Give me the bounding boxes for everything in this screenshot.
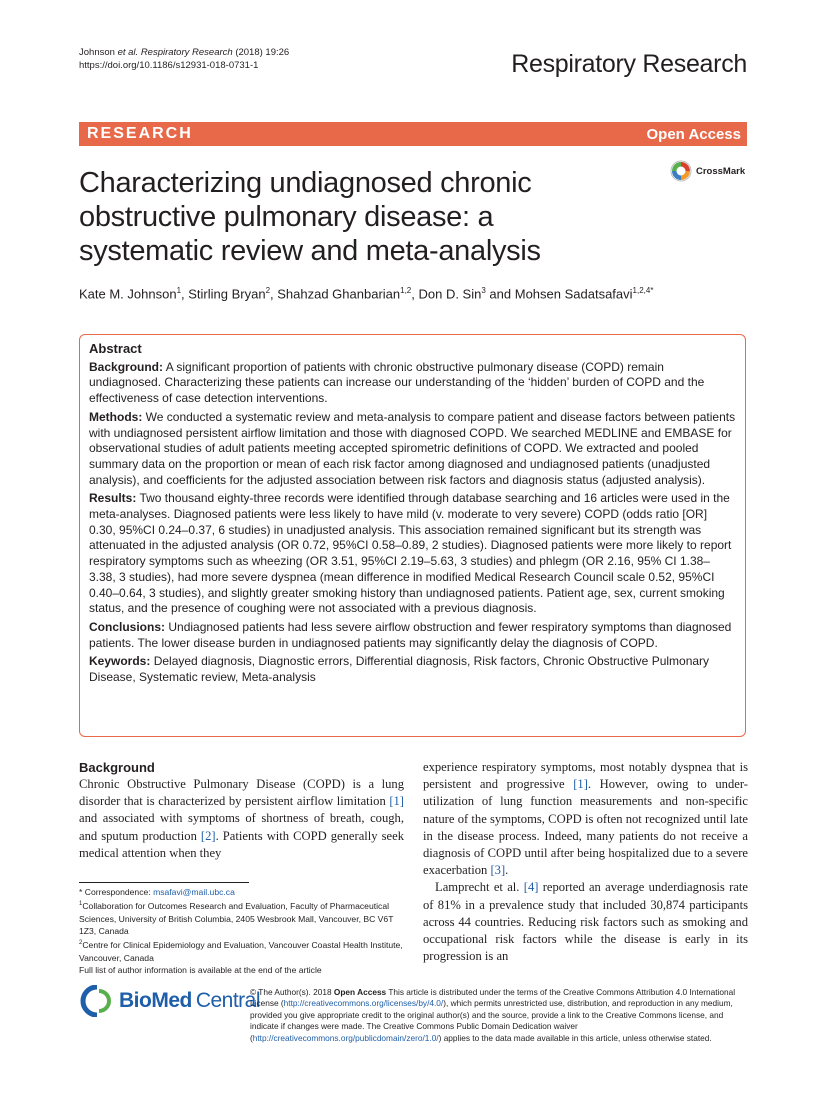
article-title <box>79 166 639 268</box>
author-name[interactable]: Stirling Bryan <box>188 286 266 302</box>
cite-author: Johnson <box>79 47 115 58</box>
correspondence <box>79 886 409 898</box>
footnote-divider <box>79 882 249 883</box>
body-column-left <box>79 759 404 862</box>
abstract-methods <box>89 410 736 489</box>
affiliation-number: 1 <box>79 901 83 908</box>
section-label: Conclusions: <box>89 619 166 634</box>
article-type-banner <box>79 122 747 146</box>
reference-link[interactable]: [1] <box>573 777 588 792</box>
license-copyright: © The Author(s). 2018 <box>250 987 334 997</box>
author-affiliation: 3 <box>481 286 486 295</box>
citation-header <box>79 46 289 72</box>
title-line: Characterizing undiagnosed chronic <box>79 167 532 199</box>
section-heading-background: Background <box>79 760 155 775</box>
affiliation-text: Centre for Clinical Epidemiology and Evaluation, Vancouver Coastal Health Institute, Vancouver, Canada <box>79 940 403 963</box>
waiver-url[interactable]: http://creativecommons.org/publicdomain/zero/1.0/ <box>252 1032 439 1043</box>
author-info-note: Full list of author information is available at the end of the article <box>79 965 322 976</box>
author-affiliation: 2 <box>265 286 271 295</box>
author-affiliation: 1,2 <box>400 286 412 295</box>
abstract-heading: Abstract <box>89 341 142 356</box>
author-affiliation: 1,2,4* <box>632 286 654 295</box>
author-name[interactable]: Kate M. Johnson <box>79 286 177 302</box>
cite-etal: et al. <box>117 47 139 58</box>
reference-link[interactable]: [3] <box>490 863 506 878</box>
crossmark-button[interactable] <box>670 160 745 182</box>
body-text: Lamprecht et al. <box>435 880 524 895</box>
abstract-keywords <box>89 654 736 685</box>
publisher-name-light: Central <box>195 989 261 1012</box>
affiliation-number: 2 <box>79 940 83 947</box>
author-name[interactable]: Shahzad Ghanbarian <box>277 286 401 302</box>
section-label: Results: <box>89 491 137 506</box>
journal-name: Respiratory Research <box>511 50 747 78</box>
abstract-results <box>89 491 736 617</box>
cite-journal: Respiratory Research <box>140 47 233 58</box>
section-text: Two thousand eighty-three records were identified through database searching and 16 articles were used in the meta-analyses. Diagnosed patients were less likely to have mild (v. moderate to very severe) COPD (odds ratio [OR] 0.30, 95%CI 0.24–0.37, 6 studies) in unadjusted analysis. This association remained significant but its strength was attenuated in the adjusted analysis (OR 0.72, 95%CI 0.58–0.89, 2 studies). Diagnosed patients were more likely to report respiratory symptoms such as wheezing (OR 3.51, 95%CI 2.19–5.63, 3 studies) and phlegm (OR 2.16, 95% CI 1.38–3.38, 3 studies), had more severe dyspnea (mean difference in modified Medical Research Council scale 0.52, 95%CI 0.40–0.64, 3 studies), and slightly greater smoking history than undiagnosed patients. Patient age, sex, current smoking status, and the presence of coughing were not associated with a previous diagnosis. <box>89 491 732 616</box>
license-body: ), which permits unrestricted use, distribution, and reproduction in any medium, provided you give appropriate credit to the original author(s) and the source, provide a link to the Creative Commons license, and indicate if changes were made. The Creative Commons Public Domain Dedication waiver ( <box>250 998 733 1043</box>
license-text <box>250 987 747 1044</box>
citation-line <box>79 46 289 59</box>
crossmark-icon <box>670 160 692 182</box>
body-text: and associated with symptoms of shortness of breath, cough, and sputum production <box>79 811 404 843</box>
body-paragraph <box>79 776 404 862</box>
biomed-central-logo-icon <box>79 985 115 1017</box>
body-text: . <box>505 863 509 878</box>
section-text: We conducted a systematic review and meta-analysis to compare patient and disease factors between patients with undiagnosed persistent airflow limitation and those with diagnosed COPD. We searched MEDLINE and EMBASE for observational studies of adult patients meeting accepted spirometric definitions of COPD. We extracted and pooled summary data on the proportion or mean of each risk factor among diagnosed and undiagnosed patients (unadjusted analysis), and coefficients for the adjusted association between risk factors and diagnosis status (adjusted analysis). <box>89 409 736 487</box>
article-type-label: RESEARCH <box>87 125 193 142</box>
body-text: . Patients with COPD generally seek medical attention when they <box>79 828 404 860</box>
publisher-name-bold: BioMed <box>119 989 192 1012</box>
publisher-logo[interactable] <box>79 985 260 1017</box>
doi-link[interactable]: https://doi.org/10.1186/s12931-018-0731-1 <box>79 60 259 71</box>
section-text: Delayed diagnosis, Diagnostic errors, Differential diagnosis, Risk factors, Chronic Obstructive Pulmonary Disease, Systematic review, Meta-analysis <box>89 654 710 685</box>
footnotes <box>79 886 409 977</box>
reference-link[interactable]: [4] <box>523 880 539 895</box>
body-text: Chronic Obstructive Pulmonary Disease (COPD) is a lung disorder that is characterized by persistent airflow limitation <box>79 777 404 809</box>
author-list: Kate M. Johnson$^1$, Stirling Bryan$^2$, Shahzad Ghanbarian$^{1,2}$, Don D. Sin$^3$ and Mohsen Sadatsafavi$^{1,2,4*}$ <box>79 286 654 302</box>
license-body: This article is distributed under the terms of the Creative Commons Attribution 4.0 International License ( <box>250 987 736 1009</box>
cite-volume: (2018) 19:26 <box>235 47 290 58</box>
body-paragraph <box>423 879 748 965</box>
body-text: reported an average underdiagnosis rate of 81% in a prevalence study that included 30,874 participants across 44 countries. Reducing risk factors such as smoking and occupational risk factors while the disease is early in its progression is an <box>423 880 748 964</box>
affiliation-text: Collaboration for Outcomes Research and Evaluation, Faculty of Pharmaceutical Sciences, University of British Columbia, 2405 Wesbrook Mall, Vancouver, BC V6T 1Z3, Canada <box>79 901 394 937</box>
section-label: Methods: <box>89 409 143 424</box>
title-line: systematic review and meta-analysis <box>79 235 541 267</box>
section-text: A significant proportion of patients with chronic obstructive pulmonary disease (COPD) remain undiagnosed. Characterizing these patients can increase our understanding of the ‘hidden’ burden of COPD and the effectiveness of case detection interventions. <box>89 359 705 406</box>
license-url[interactable]: http://creativecommons.org/licenses/by/4.0/ <box>283 998 444 1009</box>
author-name[interactable]: Don D. Sin <box>418 286 482 302</box>
affiliation-2 <box>79 937 409 964</box>
reference-link[interactable]: [1] <box>389 794 404 809</box>
correspondence-label: * Correspondence: <box>79 887 151 897</box>
section-label: Keywords: <box>89 654 151 669</box>
email-link[interactable]: msafavi@mail.ubc.ca <box>153 887 235 897</box>
abstract-background <box>89 360 736 407</box>
affiliation-1 <box>79 898 409 937</box>
title-line: obstructive pulmonary disease: a <box>79 201 494 233</box>
body-text: experience respiratory symptoms, most notably dyspnea that is persistent and progressive <box>423 760 748 792</box>
crossmark-label: CrossMark <box>696 165 746 177</box>
section-label: Background: <box>89 359 164 374</box>
abstract-box <box>79 334 746 737</box>
reference-link[interactable]: [2] <box>200 828 216 843</box>
license-open-access: Open Access <box>333 987 387 997</box>
body-column-right <box>423 759 748 965</box>
license-body: ) applies to the data made available in this article, unless otherwise stated. <box>438 1032 712 1043</box>
body-paragraph <box>423 759 748 879</box>
abstract-conclusions <box>89 620 736 651</box>
open-access-label: Open Access <box>646 126 741 143</box>
section-text: Undiagnosed patients had less severe airflow obstruction and fewer respiratory symptoms than diagnosed patients. The lower disease burden in undiagnosed patients may significantly delay the diagnosis of COPD. <box>89 619 732 650</box>
author-name[interactable]: Mohsen Sadatsafavi <box>514 286 633 302</box>
body-text: . However, owing to under-utilization of lung function measurements and non-specific nature of the symptoms, COPD is often not recognized until late in the disease process. Indeed, many patients do not receive a diagnosis of COPD until after being hospitalized due to a severe exacerbation <box>423 777 748 878</box>
author-affiliation: 1 <box>176 286 182 295</box>
